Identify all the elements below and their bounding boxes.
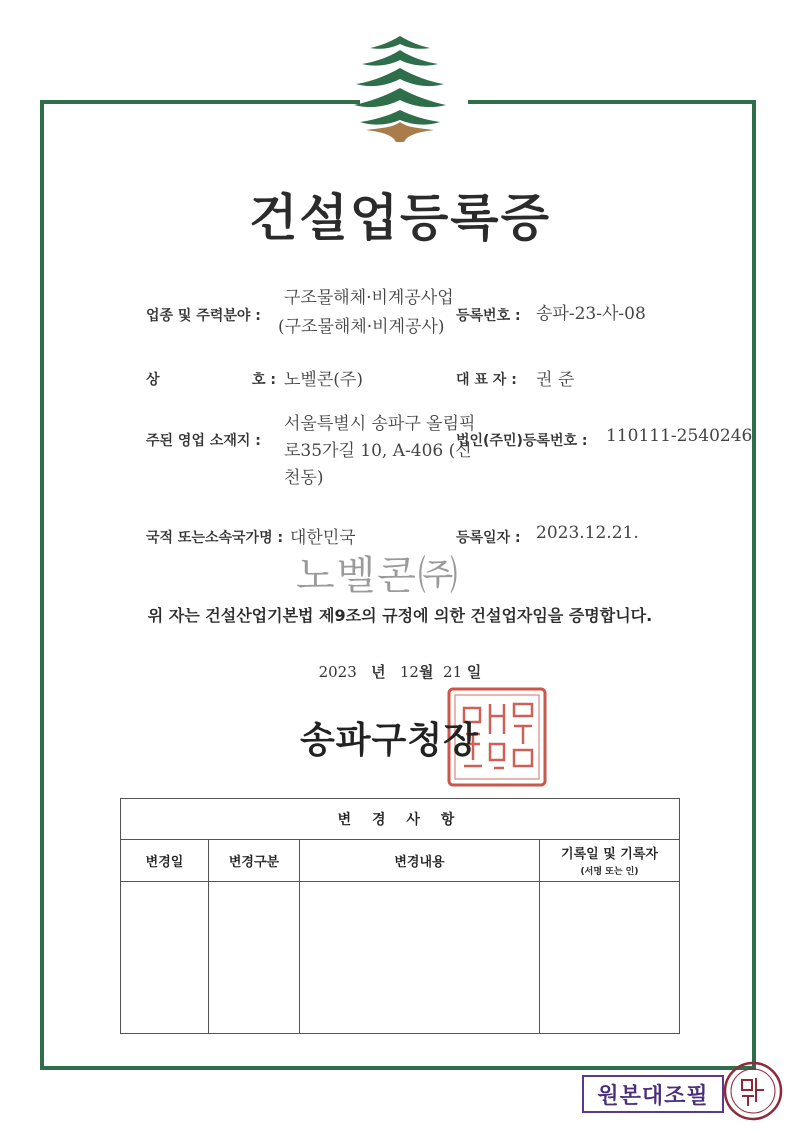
change-history-table <box>120 798 680 1034</box>
nationality-label: 국적 또는소속국가명 : <box>146 530 284 546</box>
frame-bottom <box>40 1066 756 1070</box>
registration-number-label: 등록번호 : <box>456 308 521 324</box>
registration-number-value: 송파-23-사-08 <box>536 304 646 324</box>
business-address-line1: 서울특별시 송파구 올림픽 <box>284 414 476 434</box>
business-address-line3: 천동) <box>284 468 324 488</box>
issue-year-unit: 년 <box>371 663 386 681</box>
tree-logo-icon <box>352 32 448 152</box>
registration-date-value: 2023.12.21. <box>536 523 639 543</box>
issue-month: 12 <box>399 663 419 681</box>
corporate-number-label: 법인(주민)등록번호 : <box>456 433 588 449</box>
original-verified-stamp: 원본대조필 <box>582 1075 724 1113</box>
business-type-line1: 구조물해체·비계공사업 <box>284 288 454 308</box>
header-record-date <box>540 839 679 882</box>
header-change-date <box>121 839 208 882</box>
trade-name-label-end: 호 : <box>252 372 276 388</box>
business-type-label: 업종 및 주력분야 : <box>146 308 261 324</box>
verification-seal-icon <box>722 1060 784 1122</box>
issue-date <box>0 661 800 682</box>
nationality-value: 대한민국 <box>290 528 356 548</box>
issuer-name: 송파구청장 <box>300 720 479 761</box>
business-address-line2: 로35가길 10, A-406 (신 <box>284 441 472 461</box>
certification-statement: 위 자는 건설산업기본법 제9조의 규정에 의한 건설업자임을 증명합니다. <box>147 606 653 625</box>
business-address-label: 주된 영업 소재지 : <box>146 433 261 449</box>
header-change-content <box>300 839 539 882</box>
corporate-number-value: 110111-2540246 <box>606 426 753 446</box>
trade-name-label-start: 상 <box>146 372 160 388</box>
frame-top-right <box>468 100 756 104</box>
issue-year: 2023 <box>318 663 357 681</box>
company-name-stamp: 노벨콘㈜ <box>296 553 460 599</box>
change-table-title: 변 경 사 항 <box>121 799 679 840</box>
representative-label: 대 표 자 : <box>456 372 517 388</box>
header-record-note: (서명 또는 인) <box>580 867 639 877</box>
business-type-line2: (구조물해체·비계공사) <box>278 317 445 337</box>
issue-month-unit: 월 <box>418 663 434 681</box>
header-record-date-label: 기록일 및 기록자 <box>561 847 658 862</box>
document-title: 건설업등록증 <box>249 189 551 247</box>
header-change-date-label: 변경일 <box>145 854 184 870</box>
representative-value: 권 준 <box>536 370 575 390</box>
trade-name-value: 노벨콘(주) <box>284 370 363 390</box>
issue-day: 21 <box>443 663 463 681</box>
header-change-content-label: 변경내용 <box>394 854 445 870</box>
header-change-type <box>209 839 299 882</box>
header-change-type-label: 변경구분 <box>228 854 280 870</box>
issue-day-unit: 일 <box>466 663 482 681</box>
frame-top-left <box>40 100 360 104</box>
registration-date-label: 등록일자 : <box>456 530 521 546</box>
